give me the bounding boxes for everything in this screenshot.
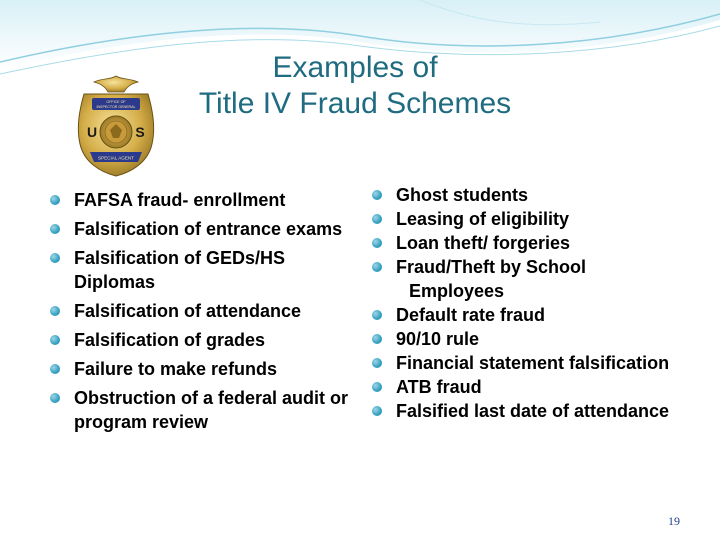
list-item: Leasing of eligibility [372, 207, 712, 231]
slide-title [140, 50, 570, 122]
svg-text:SPECIAL AGENT: SPECIAL AGENT [97, 155, 135, 161]
bullet-icon [50, 224, 60, 234]
bullet-icon [50, 306, 60, 316]
list-item: Fraud/Theft by School [372, 255, 712, 279]
bullet-icon [50, 253, 60, 263]
list-item: Financial statement falsification [372, 351, 712, 375]
list-item: Loan theft/ forgeries [372, 231, 712, 255]
bullet-icon [372, 238, 382, 248]
list-item: Default rate fraud [372, 303, 712, 327]
list-item-continuation: Employees [409, 281, 505, 301]
list-item: Falsification of grades [50, 328, 365, 352]
list-item: Obstruction of a federal audit or program review [50, 386, 365, 434]
title-line-1: Examples of [272, 51, 438, 84]
bullet-icon [372, 262, 382, 272]
svg-text:S: S [135, 124, 145, 140]
bullet-icon [372, 406, 382, 416]
bullet-icon [50, 335, 60, 345]
bullet-icon [372, 382, 382, 392]
list-item: Falsification of attendance [50, 299, 365, 323]
bullet-icon [372, 310, 382, 320]
svg-text:OFFICE OF: OFFICE OF [106, 100, 126, 104]
list-item: 90/10 rule [372, 327, 712, 351]
list-item: ATB fraud [372, 375, 712, 399]
bullet-icon [372, 190, 382, 200]
svg-text:U: U [86, 124, 98, 140]
right-fraud-scheme-list [372, 183, 712, 423]
title-line-2: Title IV Fraud Schemes [198, 87, 512, 120]
list-item: FAFSA fraud- enrollment [50, 188, 365, 212]
list-item: Failure to make refunds [50, 357, 365, 381]
svg-text:INSPECTOR GENERAL: INSPECTOR GENERAL [96, 105, 136, 109]
bullet-icon [50, 195, 60, 205]
list-item: Falsified last date of attendance [372, 399, 712, 423]
list-item: Falsification of entrance exams [50, 217, 365, 241]
bullet-icon [372, 334, 382, 344]
page-number: 19 [668, 514, 680, 528]
list-item: Falsification of GEDs/HS Diplomas [50, 246, 365, 294]
oig-special-agent-badge-icon [72, 74, 160, 178]
bullet-icon [50, 364, 60, 374]
bullet-icon [372, 214, 382, 224]
left-fraud-scheme-list [50, 188, 365, 439]
bullet-icon [372, 358, 382, 368]
list-item: Ghost students [372, 183, 712, 207]
bullet-icon [50, 393, 60, 403]
